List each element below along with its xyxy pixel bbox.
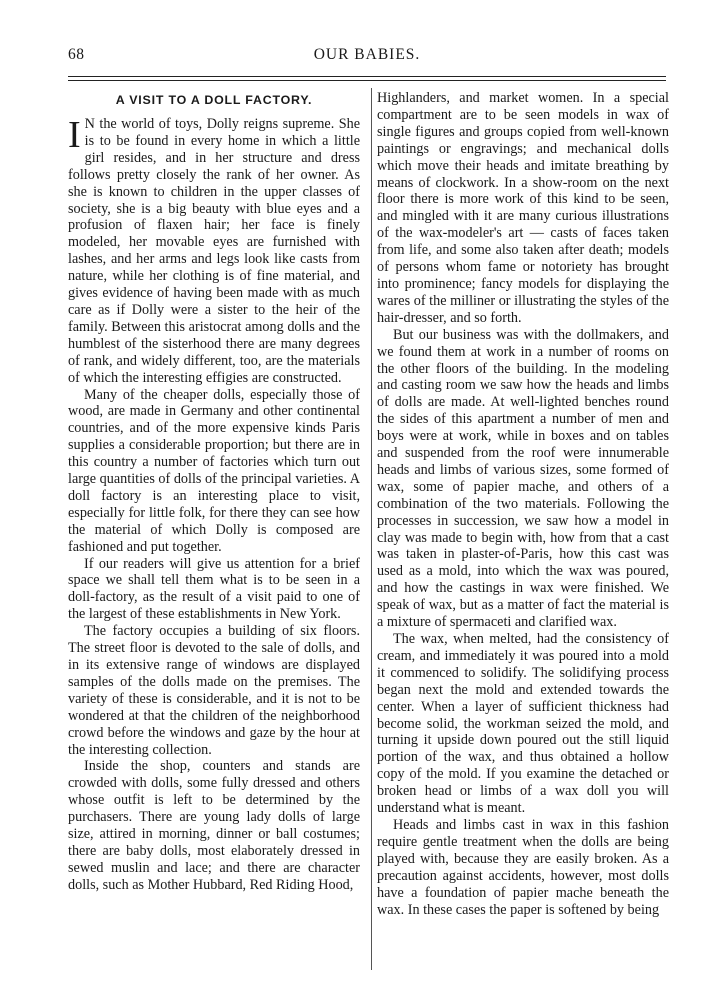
paragraph-text: N the world of toys, Dolly reigns supreme. She is to be found in every home in which a little girl resides, and in her structure and dress follows pretty closely the rank of her owner. As she is known to children in the upper classes of society, she is a big beauty with blue eyes and a profusion of flaxen hair; her face is finely modeled, her movable eyes are furnished with lashes, and her arms and legs look like casts from nature, while her clothing is of fine material, and gives evidence of having been made with as much care as if Dolly were a sister to the heir of the family. Between this aristocrat among dolls and the humblest of the sisterhood there are many degrees of rank, and widely different, too, are the materials of which the interesting effigies are constructed.	[68, 116, 360, 386]
paragraph: But our business was with the dollmakers, and we found them at work in a number of rooms on the other floors of the building. In the modeling and casting room we saw how the heads and limbs of dolls are made. At well-lighted benches round the sides of this apartment a number of men and boys were at work, while in boxes and on tables and suspended from the roof were innumerable heads and limbs of various sizes, some formed of wax, some of papier mache, and others of a combination of the two materials. Following the processes in succession, we saw how a model in clay was made to begin with, how from that a cast was taken in plaster-of-Paris, how this cast was used as a mold, into which the wax was poured, and how the castings in wax were finished. We speak of wax, but as a matter of fact the material is a mixture of spermaceti and clarified wax.	[377, 326, 669, 631]
paragraph: The wax, when melted, had the consistency of cream, and immediately it was poured into a mold it commenced to solidify. The solidifying process began next the mold and extended towards the center. When a layer of sufficient thickness had become solid, the workman seized the mold, and turning it upside down poured out the still liquid portion of the wax, and thus obtained a hollow copy of the mold. If you examine the detached or broken head or limbs of a wax doll you will understand what is meant.	[377, 631, 669, 817]
paragraph: If our readers will give us attention for a brief space we shall tell them what is to be seen in a doll-factory, as the result of a visit paid to one of the largest of these establishments in New York.	[68, 555, 360, 623]
right-column	[377, 90, 669, 918]
drop-cap: I	[68, 114, 81, 156]
paragraph: Heads and limbs cast in wax in this fashion require gentle treatment when the dolls are being played with, because they are easily broken. As a precaution against accidents, however, most dolls have a foundation of papier mache beneath the wax. In these cases the paper is softened by being	[377, 816, 669, 918]
header-rule-bottom	[68, 80, 666, 81]
paragraph: The factory occupies a building of six floors. The street floor is devoted to the sale of dolls, and in its extensive range of windows are displayed samples of the dolls made on the premises. The variety of these is considerable, and it is not to be wondered at that the children of the neighborhood crowd before the windows and gaze by the hour at the interesting collection.	[68, 623, 360, 758]
paragraph	[68, 116, 360, 387]
paragraph: Many of the cheaper dolls, especially those of wood, are made in Germany and other continental countries, and of the more expensive kinds Paris supplies a considerable proportion; but there are in this country a number of factories which turn out large quantities of dolls of the principal varieties. A doll factory is an interesting place to visit, especially for little folk, for there they can see how the material of which Dolly is composed are fashioned and put together.	[68, 386, 360, 555]
left-column	[68, 90, 360, 894]
page-header	[68, 46, 666, 68]
paragraph: Inside the shop, counters and stands are crowded with dolls, some fully dressed and others whose outfit is left to be determined by the purchasers. There are young lady dolls of large size, attired in morning, dinner or ball costumes; there are baby dolls, most elaborately dressed in sewed muslin and lace; and there are character dolls, such as Mother Hubbard, Red Riding Hood,	[68, 758, 360, 893]
page-number: 68	[68, 46, 85, 63]
running-title: OUR BABIES.	[313, 46, 421, 63]
article-title: A VISIT TO A DOLL FACTORY.	[115, 93, 313, 107]
header-rule-top	[68, 76, 666, 77]
column-divider	[371, 88, 372, 970]
paragraph: Highlanders, and market women. In a special compartment are to be seen models in wax of single figures and groups copied from well-known paintings or engravings; and mechanical dolls which move their heads and imitate breathing by means of clockwork. In a show-room on the next floor there is more work of this kind to be seen, and mingled with it are many curious illustrations of the wax-modeler's art — casts of faces taken from life, and some also taken after death; models of persons whom fame or notoriety has brought into prominence; fancy models for displaying the wares of the milliner or illustrating the styles of the hair-dresser, and so forth.	[377, 90, 669, 326]
